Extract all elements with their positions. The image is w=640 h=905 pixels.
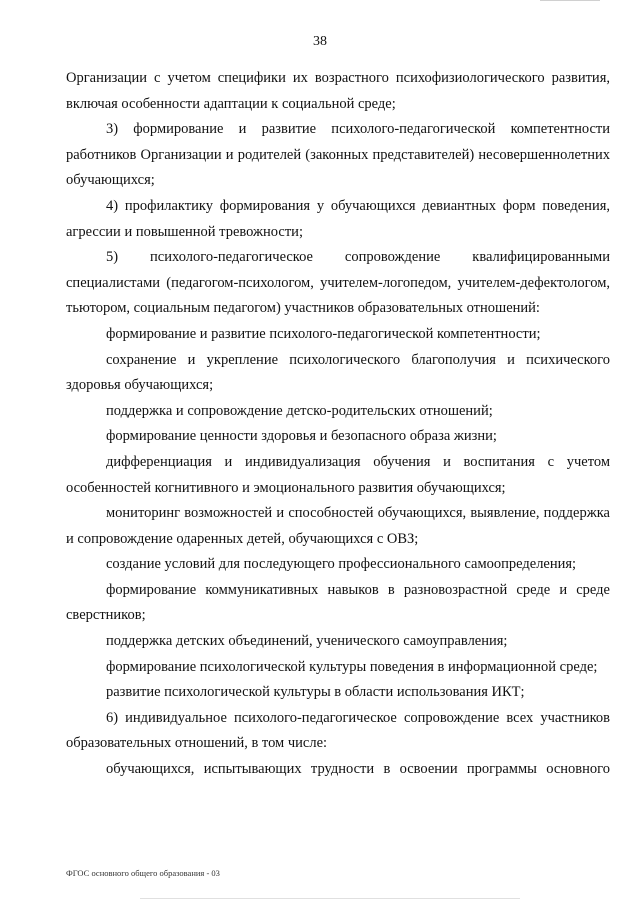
paragraph: 6) индивидуальное психолого-педагогическое сопровождение всех участников образовательных отношений, в том числе: [66,709,610,752]
paragraph: формирование психологической культуры поведения в информационной среде; [106,658,598,675]
paragraph: 3) формирование и развитие психолого-педагогической компетентности работников Организации и родителей (законных представителей) несовершеннолетних обучающихся; [66,121,610,189]
paragraph: 4) профилактику формирования у обучающихся девиантных форм поведения, агрессии и повышенной тревожности; [66,197,610,240]
paragraph: обучающихся, испытывающих трудности в освоении программы основного [106,761,610,778]
paragraph: 5) психолого-педагогическое сопровождение квалифицированными специалистами (педагогом-психологом, учителем-логопедом, учителем-дефектологом, тьютором, социальным педагогом) участников образовательных отношений: [66,249,610,317]
paragraph: поддержка детских объединений, ученического самоуправления; [106,633,508,650]
paragraph: поддержка и сопровождение детско-родительских отношений; [106,402,493,419]
paragraph: Организации с учетом специфики их возрастного психофизиологического развития, включая особенности адаптации к социальной среде; [66,70,610,112]
paragraph: формирование ценности здоровья и безопасного образа жизни; [106,428,497,445]
paragraph: развитие психологической культуры в области использования ИКТ; [106,684,525,701]
footer-doc-label: ФГОС основного общего образования - 03 [66,868,220,878]
scan-edge-mark [140,898,520,899]
paragraph: формирование и развитие психолого-педагогической компетентности; [106,325,541,342]
paragraph: мониторинг возможностей и способностей обучающихся, выявление, поддержка и сопровождение одаренных детей, обучающихся с ОВЗ; [66,505,610,547]
paragraph: формирование коммуникативных навыков в разновозрастной среде и среде сверстников; [66,581,610,624]
page-number: 38 [313,34,327,49]
paragraph: дифференциация и индивидуализация обучения и воспитания с учетом особенностей когнитивного и эмоционального развития обучающихся; [66,453,610,496]
document-body [66,66,610,783]
paragraph: создание условий для последующего профессионального самоопределения; [106,556,577,573]
scan-edge-mark [540,0,600,1]
paragraph: сохранение и укрепление психологического благополучия и психического здоровья обучающихся; [66,351,610,394]
